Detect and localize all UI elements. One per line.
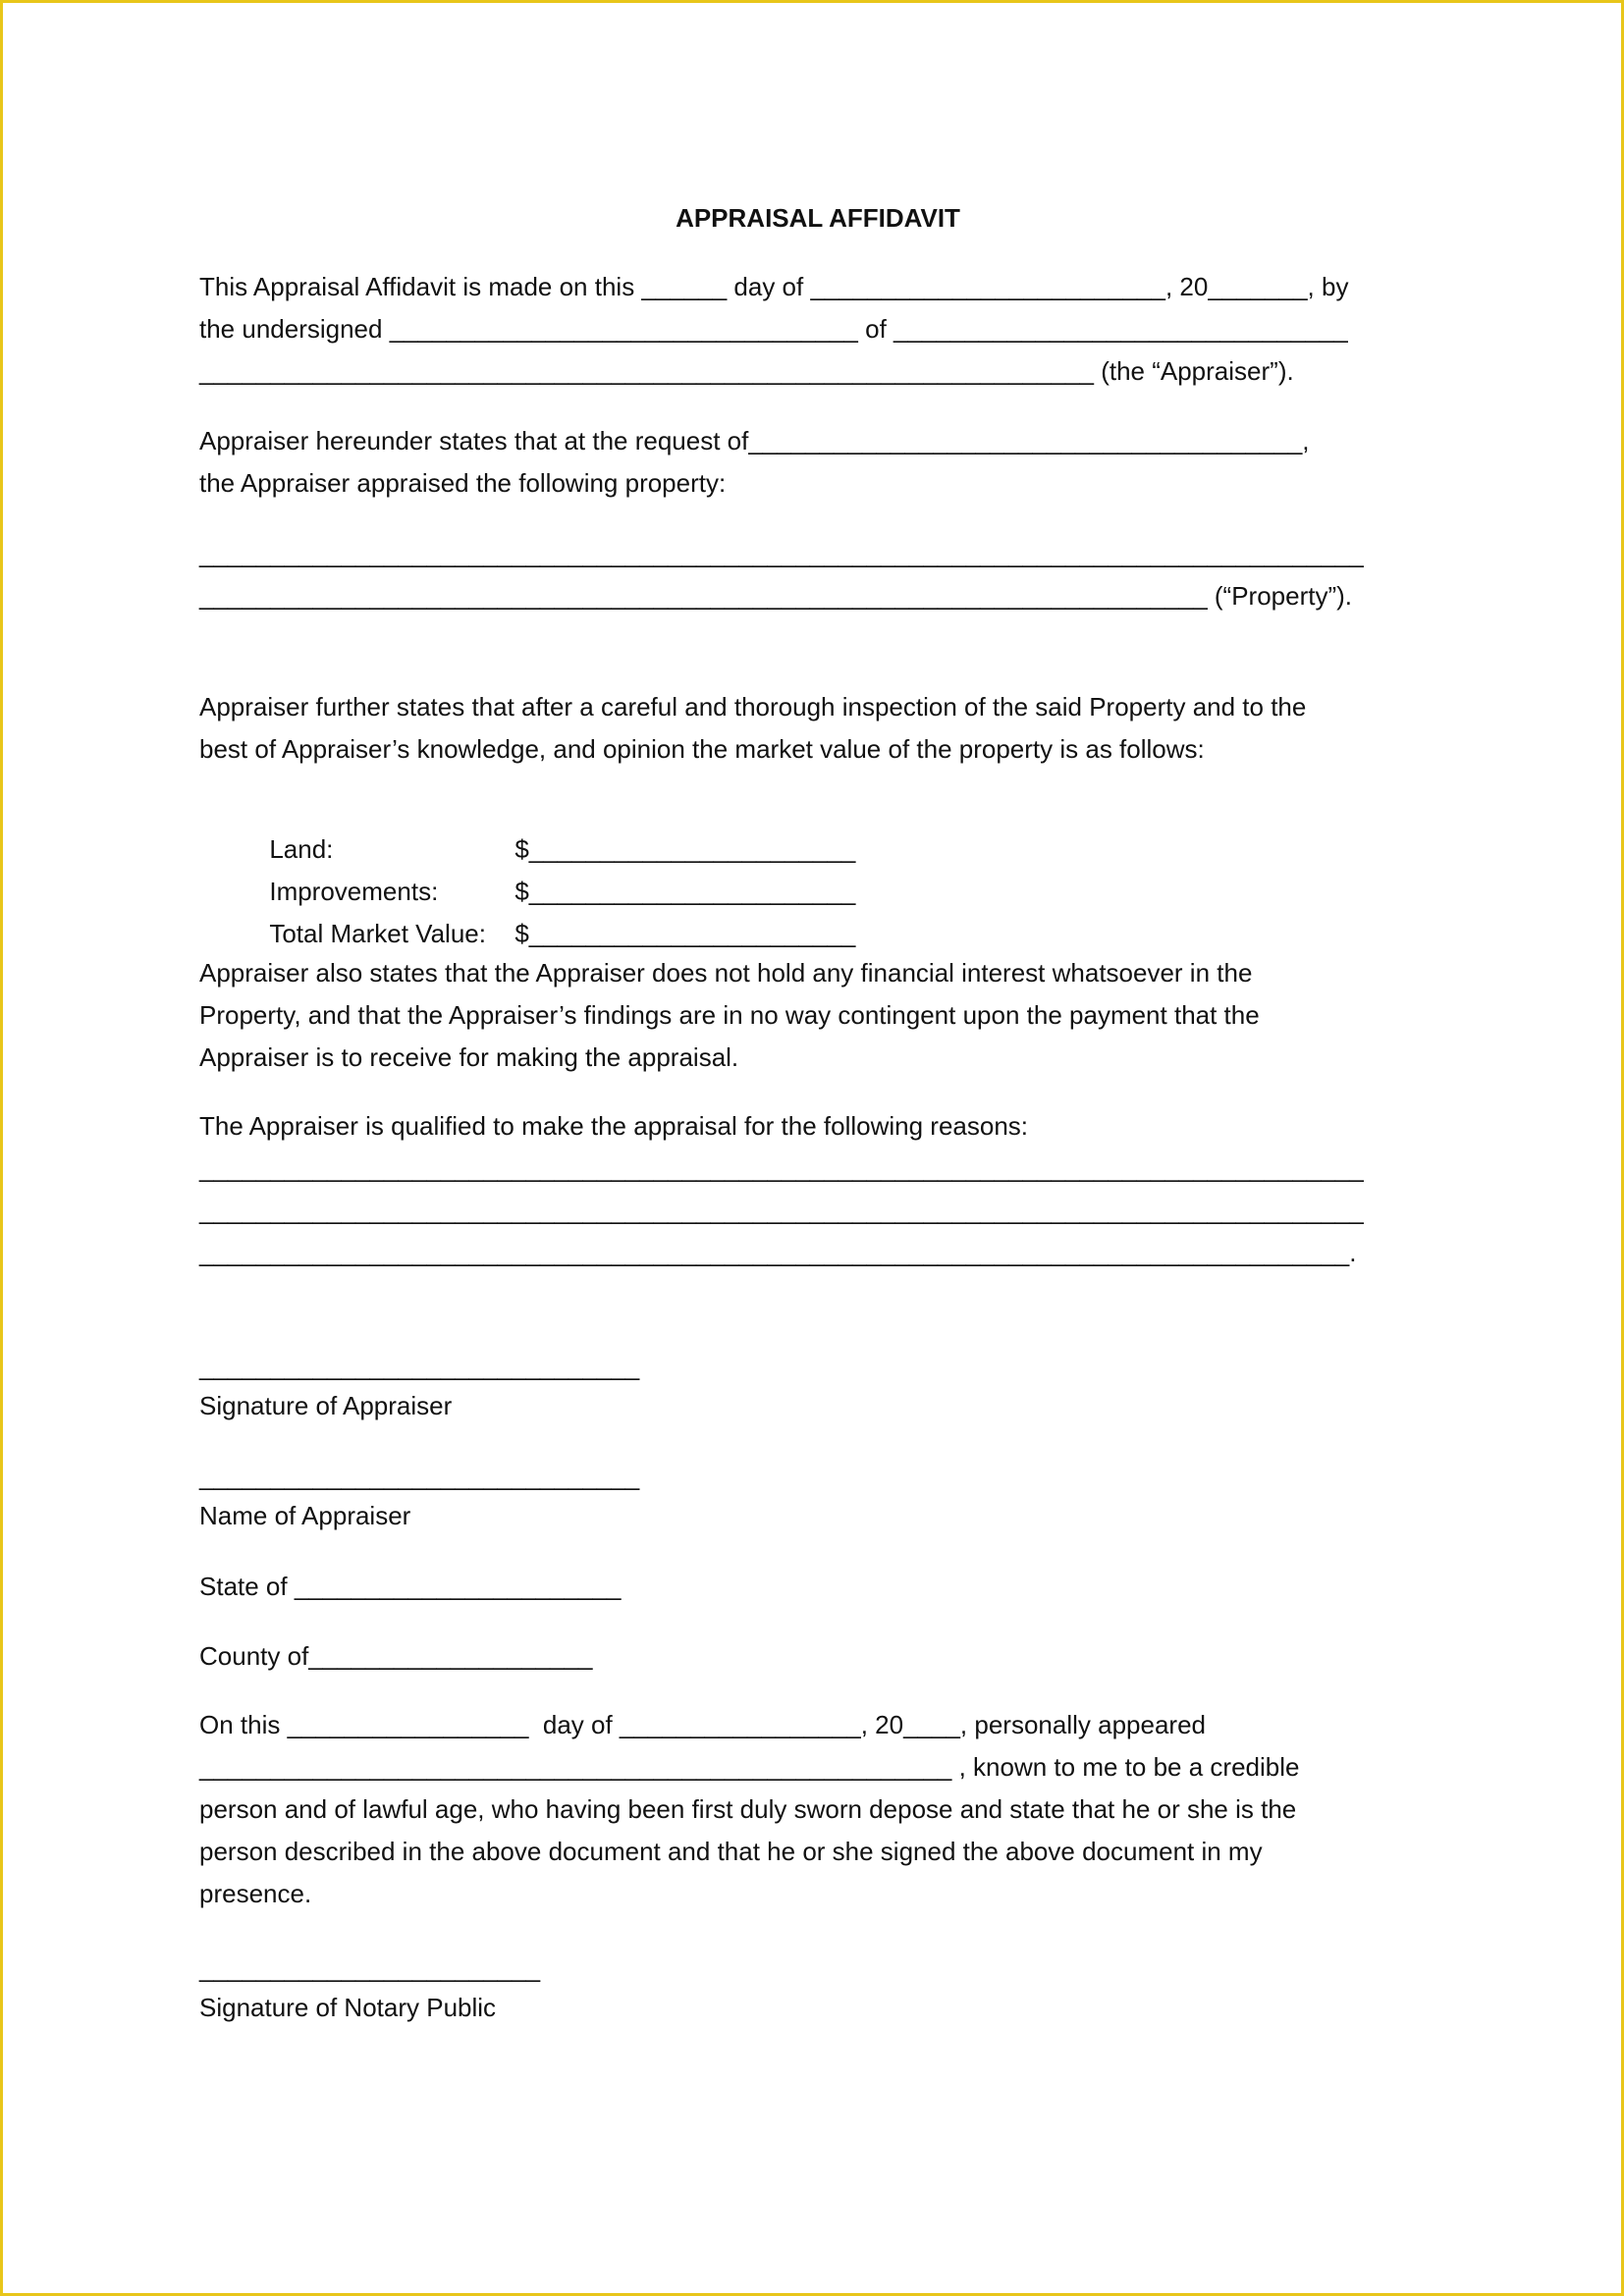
document-title: APPRAISAL AFFIDAVIT <box>676 203 960 233</box>
signature-line: _______________________________ <box>199 1352 640 1381</box>
notary-line-4: person described in the above document and that he or she signed the above document in my <box>199 1837 1263 1866</box>
notary-line-1: On this _________________ day of _________________, 20____, personally appeared <box>199 1710 1206 1739</box>
property-line-1: __________________________________________________________________________________ <box>199 539 1364 568</box>
reason-line-2: __________________________________________________________________________________ <box>199 1196 1364 1225</box>
notary-line-2: _____________________________________________________ , known to me to be a credible <box>199 1752 1300 1782</box>
state-of-field: State of _______________________ <box>199 1572 622 1601</box>
further-line-2: best of Appraiser’s knowledge, and opinion the market value of the property is as follows: <box>199 734 1205 764</box>
value-field: $_______________________ <box>514 877 856 906</box>
intro-line-2: the undersigned _________________________________ of ________________________________ <box>199 314 1348 344</box>
qualified-line: The Appraiser is qualified to make the appraisal for the following reasons: <box>199 1111 1029 1141</box>
value-field: $_______________________ <box>514 919 856 948</box>
interest-line-1: Appraiser also states that the Appraiser does not hold any financial interest whatsoever in the <box>199 958 1253 988</box>
request-line-2: the Appraiser appraised the following property: <box>199 468 727 498</box>
value-label: Land: <box>269 834 334 864</box>
interest-line-2: Property, and that the Appraiser’s findings are in no way contingent upon the payment that the <box>199 1000 1260 1030</box>
reason-line-3: _________________________________________________________________________________. <box>199 1238 1357 1267</box>
name-label: Name of Appraiser <box>199 1501 411 1530</box>
request-line-1: Appraiser hereunder states that at the request of_______________________________________, <box>199 426 1310 455</box>
property-line-2: _______________________________________________________________________ (“Property”). <box>199 581 1352 611</box>
intro-line-1: This Appraisal Affidavit is made on this ______ day of _________________________, 20_______, by <box>199 272 1349 301</box>
notary-line-3: person and of lawful age, who having been first duly sworn depose and state that he or she is the <box>199 1794 1297 1824</box>
name-line: _______________________________ <box>199 1462 640 1491</box>
notary-signature-line: ________________________ <box>199 1953 541 1983</box>
notary-line-5: presence. <box>199 1879 312 1908</box>
value-label: Total Market Value: <box>269 919 486 948</box>
reason-line-1: __________________________________________________________________________________ <box>199 1153 1364 1183</box>
signature-label: Signature of Appraiser <box>199 1391 453 1420</box>
notary-signature-label: Signature of Notary Public <box>199 1993 497 2022</box>
value-label: Improvements: <box>269 877 439 906</box>
further-line-1: Appraiser further states that after a careful and thorough inspection of the said Property and to the <box>199 692 1307 721</box>
interest-line-3: Appraiser is to receive for making the appraisal. <box>199 1042 739 1072</box>
value-field: $_______________________ <box>514 834 856 864</box>
intro-line-3: _______________________________________________________________ (the “Appraiser”). <box>199 356 1294 386</box>
county-of-field: County of____________________ <box>199 1641 593 1671</box>
